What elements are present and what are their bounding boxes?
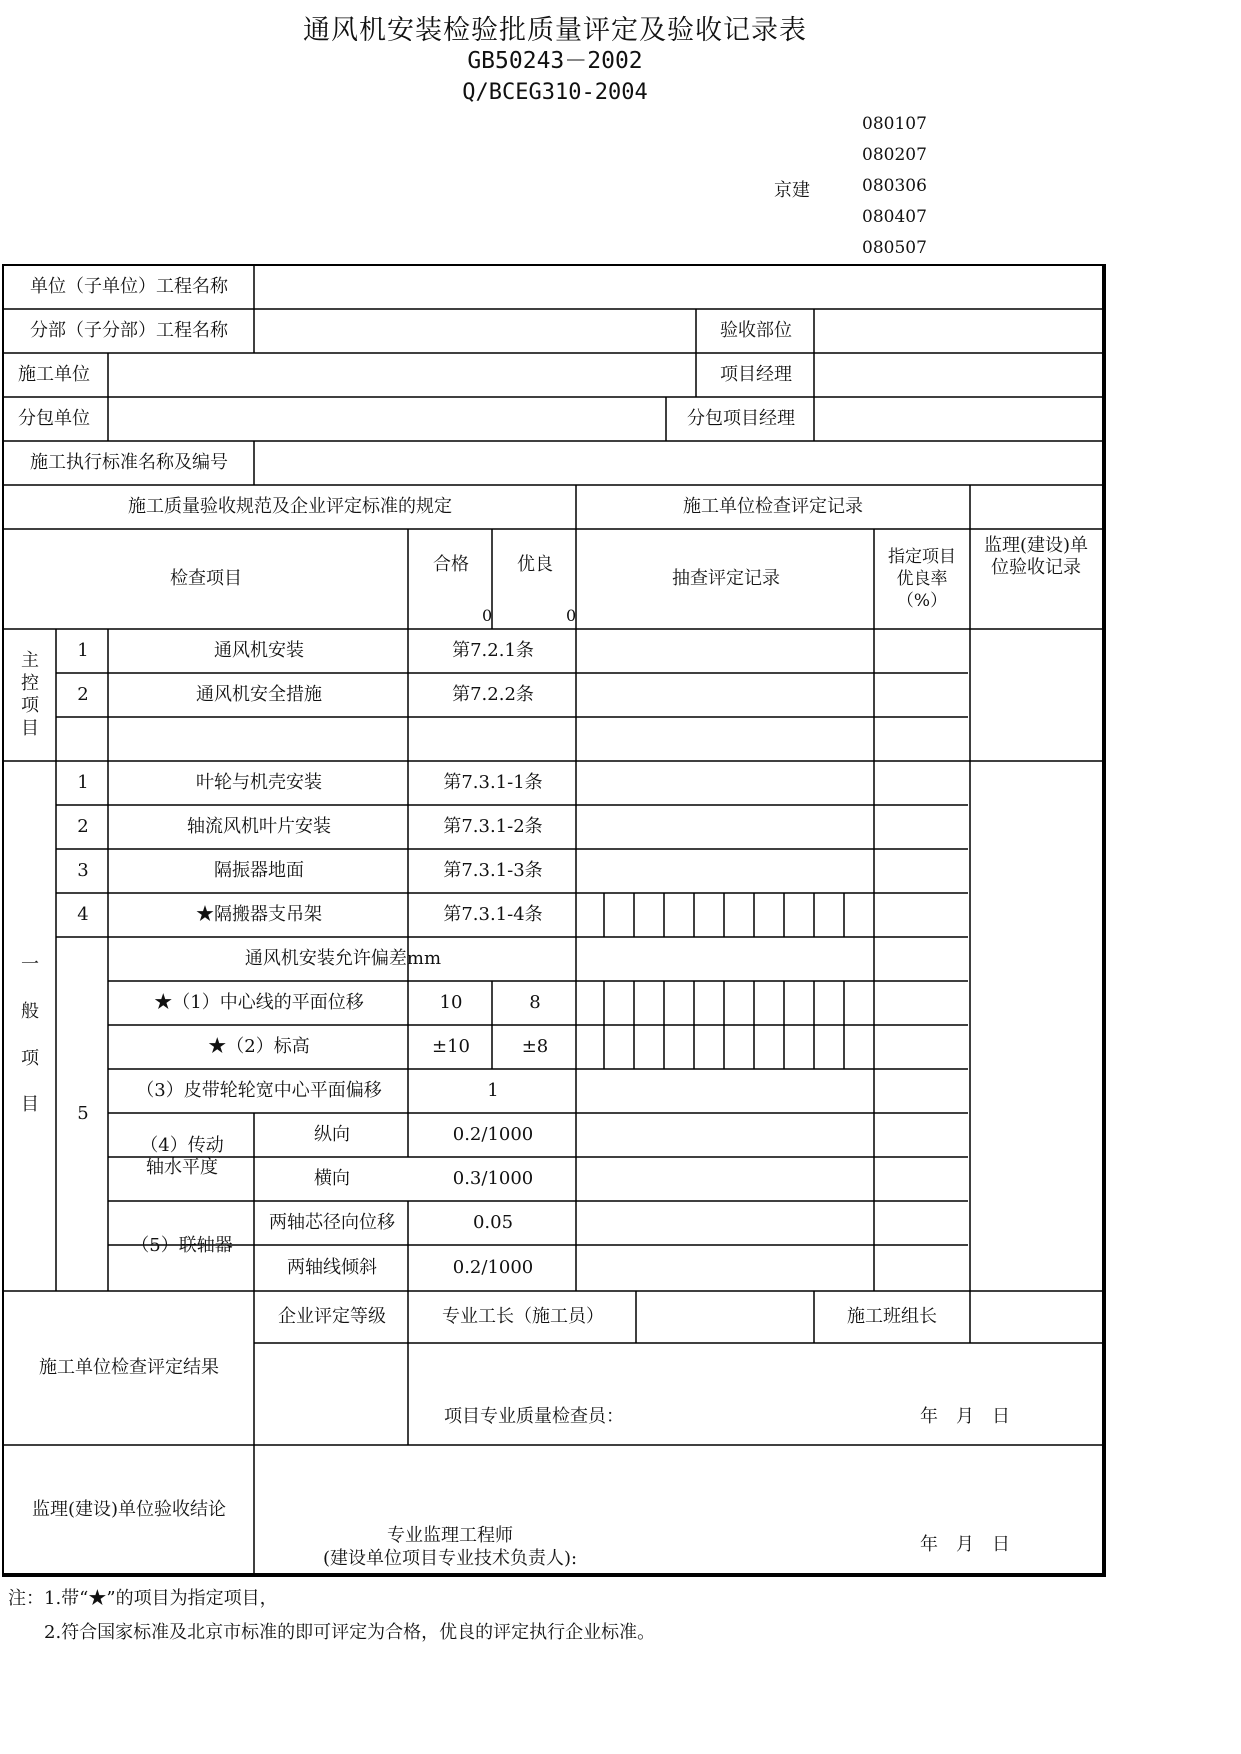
code-prefix: 京建 — [774, 180, 810, 201]
sub-pm-field[interactable] — [816, 398, 1102, 440]
note-line: 2.符合国家标准及北京市标准的即可评定为合格，优良的评定执行企业标准。 — [8, 1622, 656, 1643]
row-item: 通风机安装 — [214, 639, 304, 661]
deviation-subitem: 两轴线倾斜 — [287, 1256, 377, 1278]
deviation-item: （4）传动轴水平度 — [140, 1134, 224, 1178]
project-name-label: 单位（子单位）工程名称 — [30, 275, 228, 297]
foreman-label: 专业工长（施工员） — [442, 1305, 604, 1327]
item-header: 检查项目 — [170, 567, 242, 589]
form-code: 080306 — [862, 176, 927, 196]
deviation-value: 0.2/1000 — [452, 1256, 534, 1278]
row-clause: 第7.3.1-3条 — [443, 859, 543, 881]
foreman-field[interactable] — [638, 1292, 814, 1342]
division-label: 分部（子分部）工程名称 — [30, 319, 228, 341]
form-title: 通风机安装检验批质量评定及验收记录表 — [303, 15, 807, 46]
supervision-label: 监理(建设)单位验收结论 — [31, 1498, 227, 1520]
sub-pm-label: 分包项目经理 — [687, 407, 795, 429]
deviation-item: ★（1）中心线的平面位移 — [154, 991, 364, 1013]
deviation-pass-value: 10 — [439, 991, 463, 1013]
accept-part-field[interactable] — [816, 310, 1102, 352]
rate-header-line1: 指定项目 — [888, 546, 956, 567]
pass-header: 合格 — [433, 553, 469, 575]
standard-code-q: Q/BCEG310-2004 — [462, 80, 648, 105]
supervisor-header: 监理(建设)单位验收记录 — [983, 534, 1089, 578]
row-clause: 第7.3.1-4条 — [443, 903, 543, 925]
standard-label: 施工执行标准名称及编号 — [30, 451, 228, 473]
project-name-field[interactable] — [256, 266, 1102, 308]
rate-header-line2: 优良率 — [896, 568, 948, 589]
deviation-item: （5）联轴器 — [131, 1234, 233, 1256]
record-header: 施工单位检查评定记录 — [683, 495, 863, 517]
row-item: 轴流风机叶片安装 — [187, 815, 331, 837]
note-line: 注：1.带“★”的项目为指定项目， — [8, 1588, 278, 1609]
spec-header: 施工质量验收规范及企业评定标准的规定 — [128, 495, 452, 517]
accept-part-label: 验收部位 — [720, 319, 792, 341]
team-leader-label: 施工班组长 — [847, 1305, 937, 1327]
supervision-signature — [300, 1522, 600, 1572]
inspector-label: 项目专业质量检查员： — [444, 1405, 624, 1427]
result-date: 年 月 日 — [920, 1405, 1010, 1427]
row-clause: 第7.3.1-2条 — [443, 815, 543, 837]
engineer-label: 专业监理工程师 — [387, 1524, 513, 1546]
team-leader-field[interactable] — [970, 1292, 1102, 1342]
general-group-label: 一般项目 — [21, 954, 39, 1116]
engineer-sub-label: (建设单位项目专业技术负责人): — [322, 1548, 578, 1569]
supervision-date: 年 月 日 — [920, 1533, 1010, 1555]
row-clause: 第7.2.1条 — [452, 639, 534, 661]
sample-record-header: 抽查评定记录 — [672, 567, 780, 589]
standard-code-gb: GB50243－2002 — [467, 48, 643, 74]
grade-label: 企业评定等级 — [278, 1305, 386, 1327]
deviation-title: 通风机安装允许偏差mm — [244, 947, 442, 969]
deviation-subitem: 纵向 — [314, 1123, 350, 1145]
form-code: 080407 — [862, 207, 927, 227]
row-no: 1 — [77, 639, 89, 661]
row-item: 隔振器地面 — [214, 859, 304, 881]
deviation-good-value: ±8 — [521, 1035, 549, 1057]
rate-header — [876, 530, 968, 628]
row-clause: 第7.3.1-1条 — [443, 771, 543, 793]
row-no: 2 — [77, 815, 89, 837]
good-count: 0 — [566, 606, 577, 625]
row-no: 3 — [77, 859, 89, 881]
row-clause: 第7.2.2条 — [452, 683, 534, 705]
form-code: 080507 — [862, 238, 927, 258]
good-header: 优良 — [517, 553, 553, 575]
pm-field[interactable] — [816, 354, 1102, 396]
sub-contractor-label: 分包单位 — [18, 407, 90, 429]
deviation-item: ★（2）标高 — [208, 1035, 310, 1057]
result-label: 施工单位检查评定结果 — [39, 1356, 219, 1378]
deviation-value: 0.3/1000 — [452, 1167, 534, 1189]
row-no: 4 — [77, 903, 89, 925]
grade-field[interactable] — [256, 1344, 408, 1444]
row-no: 2 — [77, 683, 89, 705]
contractor-label: 施工单位 — [18, 363, 90, 385]
row-no: 1 — [77, 771, 89, 793]
deviation-value: 1 — [487, 1079, 499, 1101]
deviation-subitem: 两轴芯径向位移 — [269, 1211, 395, 1233]
division-field[interactable] — [256, 310, 696, 352]
form-code: 080107 — [862, 114, 927, 134]
row-item: ★隔搬器支吊架 — [196, 903, 322, 925]
deviation-subitem: 横向 — [314, 1167, 350, 1189]
pass-count: 0 — [482, 606, 493, 625]
row-no: 5 — [77, 1102, 89, 1124]
row-item: 通风机安全措施 — [196, 683, 322, 705]
deviation-good-value: 8 — [529, 991, 541, 1013]
deviation-item: （3）皮带轮轮宽中心平面偏移 — [136, 1079, 382, 1101]
row-item: 叶轮与机壳安装 — [196, 771, 322, 793]
deviation-value: 0.2/1000 — [452, 1123, 534, 1145]
main-control-group-label: 主控项目 — [21, 650, 39, 739]
form-code: 080207 — [862, 145, 927, 165]
contractor-field[interactable] — [110, 354, 696, 396]
sub-contractor-field[interactable] — [110, 398, 666, 440]
pm-label: 项目经理 — [720, 363, 792, 385]
rate-header-line3: （%） — [896, 591, 948, 612]
deviation-value: 0.05 — [472, 1211, 514, 1233]
standard-field[interactable] — [256, 442, 1102, 484]
deviation-pass-value: ±10 — [432, 1035, 470, 1057]
